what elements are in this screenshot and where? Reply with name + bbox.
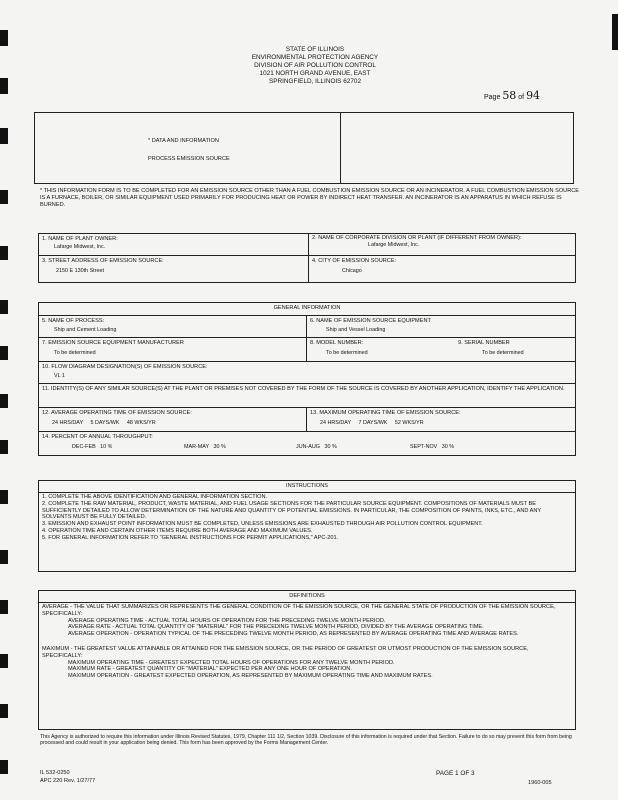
instruction-item: 4. OPERATION TIME AND CERTAIN OTHER ITEMS REQUIRE BOTH AVERAGE AND MAXIMUM VALUES. bbox=[42, 527, 313, 534]
street-address-label: 3. STREET ADDRESS OF EMISSION SOURCE: bbox=[42, 258, 164, 264]
gen-divider bbox=[38, 407, 576, 408]
instructions-divider bbox=[38, 492, 576, 493]
def-max-rate: MAXIMUM RATE - GREATEST QUANTITY OF "MATERIAL" EXPECTED PER ANY ONE HOUR OF OPERATION. bbox=[68, 666, 352, 673]
page-label: Page bbox=[484, 94, 501, 101]
general-info-box bbox=[38, 302, 576, 456]
form-title-box bbox=[34, 112, 574, 184]
form-revision: APC 220 Rev. 1/27/77 bbox=[40, 778, 96, 784]
plant-col-divider bbox=[308, 233, 309, 283]
form-title-line2: PROCESS EMISSION SOURCE bbox=[148, 156, 230, 162]
scan-edge-mark bbox=[0, 190, 8, 204]
scan-edge-mark bbox=[0, 30, 8, 46]
scan-edge-mark bbox=[0, 600, 8, 614]
instruction-item: 3. EMISSION AND EXHAUST POINT INFORMATION MUST BE COMPLETED, UNLESS EMISSIONS ARE EXHAUSTED THROUGH AIR POLLUTION CONTROL EQUIPMENT. bbox=[42, 521, 483, 528]
manufacturer-value: To be determined bbox=[54, 350, 96, 356]
scan-edge-mark bbox=[0, 550, 8, 564]
city-value: Chicago bbox=[342, 268, 362, 274]
scan-edge-mark bbox=[0, 78, 8, 94]
max-operating-time-value: 24 HRS/DAY 7 DAYS/WK 52 WKS/YR bbox=[320, 420, 424, 426]
instruction-item: 1. COMPLETE THE ABOVE IDENTIFICATION AND GENERAL INFORMATION SECTION. bbox=[42, 494, 268, 500]
header-line: SPRINGFIELD, ILLINOIS 62702 bbox=[269, 78, 361, 85]
division-name-label: 2. NAME OF CORPORATE DIVISION OR PLANT (IF DIFFERENT FROM OWNER): bbox=[312, 235, 522, 241]
flow-diagram-value: VL 1 bbox=[54, 373, 65, 379]
gen-divider bbox=[38, 431, 576, 432]
header-line: 1021 NORTH GRAND AVENUE, EAST bbox=[259, 70, 371, 77]
instructions-title: INSTRUCTIONS bbox=[286, 483, 328, 489]
equipment-name-label: 6. NAME OF EMISSION SOURCE EQUIPMENT bbox=[310, 318, 431, 324]
manufacturer-label: 7. EMISSION SOURCE EQUIPMENT MANUFACTURER bbox=[42, 340, 184, 346]
def-maximum: MAXIMUM - THE GREATEST VALUE ATTAINABLE OR ATTAINED FOR THE EMISSION SOURCE, OR THE PERIOD OF GREATEST OR UTMOST PRODUCTION OF THE EMISSION SOURCE, SPECIFICALLY: bbox=[42, 645, 529, 659]
header-line: STATE OF ILLINOIS bbox=[285, 46, 345, 53]
scan-edge-mark bbox=[612, 14, 618, 50]
form-code: 1960-005 bbox=[528, 780, 552, 786]
gen-divider bbox=[38, 337, 576, 338]
def-average: AVERAGE - THE VALUE THAT SUMMARIZES OR REPRESENTS THE GENERAL CONDITION OF THE EMISSION SOURCE, OR THE GENERAL STATE OF PRODUCTION OF THE EMISSION SOURCE, SPECIFICALLY: bbox=[42, 604, 556, 617]
model-number-label: 8. MODEL NUMBER: bbox=[310, 340, 364, 346]
city-label: 4. CITY OF EMISSION SOURCE: bbox=[312, 258, 397, 264]
serial-number-label: 9. SERIAL NUMBER bbox=[458, 340, 510, 346]
form-page-number: PAGE 1 OF 3 bbox=[436, 770, 475, 777]
process-name-value: Ship and Cement Loading bbox=[54, 327, 117, 333]
division-name-value: Lafarge Midwest, Inc. bbox=[368, 242, 420, 248]
definitions-title: DEFINITIONS bbox=[289, 593, 325, 599]
header-line: DIVISION OF AIR POLLUTION CONTROL bbox=[254, 62, 376, 69]
page-total: 94 bbox=[526, 89, 541, 102]
form-title-line1: * DATA AND INFORMATION bbox=[148, 138, 219, 144]
gen-col-divider bbox=[306, 407, 307, 431]
scan-edge-mark bbox=[0, 440, 8, 454]
agency-header bbox=[200, 46, 430, 86]
owner-name-label: 1. NAME OF PLANT OWNER: bbox=[42, 236, 118, 242]
scan-edge-mark bbox=[0, 128, 8, 144]
throughput-jun-aug: JUN-AUG 30 % bbox=[296, 444, 337, 450]
title-box-divider bbox=[340, 112, 341, 184]
instructions-list bbox=[42, 494, 570, 542]
street-address-value: 2150 E 130th Street bbox=[56, 268, 104, 274]
def-average-operation: AVERAGE OPERATION - OPERATION TYPICAL OF THE PRECEDING TWELVE MONTH PERIOD, AS REPRESENTED BY AVERAGE OPERATING TIME AND AVERAGE RATES. bbox=[68, 631, 519, 638]
scan-edge-mark bbox=[0, 490, 8, 504]
def-average-rate: AVERAGE RATE - ACTUAL TOTAL QUANTITY OF "MATERIAL" FOR THE PRECEDING TWELVE MONTH PERIOD, DIVIDED BY THE AVERAGE OPERATING TIME. bbox=[68, 624, 484, 631]
scan-edge-mark bbox=[0, 300, 8, 314]
page-counter bbox=[484, 89, 540, 102]
scan-edge-mark bbox=[0, 346, 8, 360]
scan-edge-mark bbox=[0, 760, 8, 774]
model-number-value: To be determined bbox=[326, 350, 368, 356]
annual-throughput-label: 14. PERCENT OF ANNUAL THROUGHPUT: bbox=[42, 434, 153, 440]
scan-edge-mark bbox=[0, 394, 8, 408]
process-name-label: 5. NAME OF PROCESS: bbox=[42, 318, 105, 324]
gen-divider bbox=[38, 361, 576, 362]
owner-name-value: Lafarge Midwest, Inc. bbox=[54, 244, 106, 250]
avg-operating-time-value: 24 HRS/DAY 5 DAYS/WK 48 WKS/YR bbox=[52, 420, 156, 426]
header-line: ENVIRONMENTAL PROTECTION AGENCY bbox=[251, 54, 379, 61]
avg-operating-time-label: 12. AVERAGE OPERATING TIME OF EMISSION SOURCE: bbox=[42, 410, 192, 416]
page-of-label: of bbox=[518, 94, 525, 101]
instruction-item: 2. COMPLETE THE RAW MATERIAL, PRODUCT, WASTE MATERIAL, AND FUEL USAGE SECTIONS FOR THE PARTICULAR SOURCE EQUIPMENT. COMPOSITIONS OF MATERIALS MUST BE SUFFICIENTLY DETAILED TO ALLOW DETERMINATION OF THE NATURE AND QUANTITY OF POTENTIAL EMISSIONS. IN PARTICULAR, THE COMPOSITION OF PAINTS, INKS, ETC., AND ANY SOLVENTS MUST BE FULLY DETAILED. bbox=[42, 500, 542, 521]
intro-note: * THIS INFORMATION FORM IS TO BE COMPLETED FOR AN EMISSION SOURCE OTHER THAN A FUEL COMBUSTION EMISSION SOURCE OR AN INCINERATOR. A FUEL COMBUSTION EMISSION SOURCE IS A FURNACE, BOILER, OR SIMILAR EQUIPMENT USED PRIMARILY FOR PRODUCING HEAT OR POWER BY INDIRECT HEAT TRANSFER. AN INCINERATOR IS AN APPARATUS IN WHICH REFUSE IS BURNED. bbox=[40, 188, 580, 208]
flow-diagram-label: 10. FLOW DIAGRAM DESIGNATION(S) OF EMISSION SOURCE: bbox=[42, 364, 208, 370]
general-info-title: GENERAL INFORMATION bbox=[273, 305, 341, 311]
def-average-time: AVERAGE OPERATING TIME - ACTUAL TOTAL HOURS OF OPERATION FOR THE PRECEDING TWELVE MONTH PERIOD. bbox=[68, 617, 386, 624]
gen-divider bbox=[38, 383, 576, 384]
similar-sources-label: 11. IDENTITY(S) OF ANY SIMILAR SOURCE(S) AT THE PLANT OR PREMISES NOT COVERED BY THE FORM OF THE SOURCE IS COVERED BY ANOTHER APPLICATION, IDENTIFY THE APPLICATION. bbox=[42, 386, 565, 392]
definitions-list bbox=[42, 604, 570, 680]
gen-col-divider bbox=[306, 315, 307, 361]
scan-edge-mark bbox=[0, 654, 8, 668]
plant-row-divider bbox=[38, 255, 576, 256]
definitions-divider bbox=[38, 602, 576, 603]
scan-edge-mark bbox=[0, 704, 8, 718]
throughput-dec-feb: DEC-FEB 10 % bbox=[72, 444, 113, 450]
page-number: 58 bbox=[502, 89, 517, 102]
serial-number-value: To be determined bbox=[482, 350, 524, 356]
form-id: IL 532-0250 bbox=[40, 770, 70, 776]
throughput-sept-nov: SEPT-NOV 30 % bbox=[410, 444, 455, 450]
max-operating-time-label: 13. MAXIMUM OPERATING TIME OF EMISSION SOURCE: bbox=[310, 410, 461, 416]
scan-edge-mark bbox=[0, 246, 8, 260]
def-max-operation: MAXIMUM OPERATION - GREATEST EXPECTED OPERATION, AS REPRESENTED BY MAXIMUM OPERATING TIME AND MAXIMUM RATES. bbox=[68, 673, 433, 680]
throughput-mar-may: MAR-MAY 30 % bbox=[184, 444, 226, 450]
statutory-notice: This Agency is authorized to require this information under Illinois Revised Statutes, 1979, Chapter 111 1/2, Section 1039. Disclosure of this information is required under that Section. Failure to do so may prevent this form from being processed and could result in your application being denied. This form has been approved by the Forms Management Center. bbox=[40, 734, 572, 747]
gen-divider bbox=[38, 315, 576, 316]
def-max-time: MAXIMUM OPERATING TIME - GREATEST EXPECTED TOTAL HOURS OF OPERATIONS FOR ANY TWELVE MONTH PERIOD. bbox=[68, 659, 395, 666]
instruction-item: 5. FOR GENERAL INFORMATION REFER TO "GENERAL INSTRUCTIONS FOR PERMIT APPLICATIONS," APC-201. bbox=[42, 534, 339, 541]
equipment-name-value: Ship and Vessel Loading bbox=[326, 327, 386, 333]
